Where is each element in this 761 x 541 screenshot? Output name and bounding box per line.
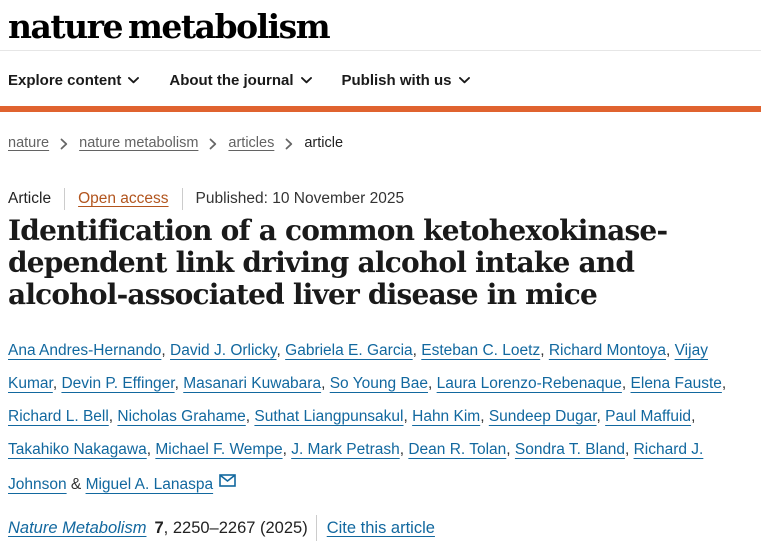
article-type-label: Article	[8, 190, 52, 207]
author-link[interactable]: Esteban C. Loetz	[421, 342, 541, 359]
author-link[interactable]: Sondra T. Bland	[514, 441, 625, 458]
main-nav	[0, 51, 761, 106]
author-link[interactable]: Paul Maffuid	[605, 408, 692, 425]
author-link[interactable]: Richard L. Bell	[8, 408, 109, 425]
citation-line	[8, 515, 753, 541]
breadcrumb	[8, 134, 753, 152]
breadcrumb-article: article	[304, 135, 344, 151]
accent-bar	[0, 106, 761, 112]
author-separator: ,	[282, 441, 292, 458]
volume-number: 7	[154, 518, 164, 537]
chevron-right-icon	[60, 138, 68, 150]
author-link[interactable]: Richard J. Johnson	[8, 441, 704, 493]
nav-explore-content[interactable]	[8, 72, 139, 89]
cite-this-article-link[interactable]: Cite this article	[326, 518, 435, 537]
breadcrumb-nature-metabolism[interactable]: nature metabolism	[79, 135, 199, 151]
author-link[interactable]: Sundeep Dugar	[488, 408, 597, 425]
author-conjunction: &	[66, 476, 86, 493]
published-date: Published: 10 November 2025	[195, 190, 405, 207]
author-separator: ,	[480, 408, 489, 425]
author-separator: ,	[52, 375, 62, 392]
nav-about-the-journal[interactable]	[169, 72, 311, 89]
author-link[interactable]: Vijay Kumar	[8, 342, 708, 392]
article-meta	[8, 188, 753, 210]
page-range: , 2250–2267 (2025)	[163, 518, 308, 537]
author-separator: ,	[621, 375, 631, 392]
author-separator: ,	[540, 342, 549, 359]
journal-logo[interactable]: nature metabolism	[8, 7, 330, 46]
author-link[interactable]: So Young Bae	[329, 375, 428, 392]
breadcrumb-nature[interactable]: nature	[8, 135, 50, 151]
nav-label: Explore content	[8, 72, 122, 89]
author-separator: ,	[428, 375, 437, 392]
article-header-section	[0, 134, 761, 541]
author-separator: ,	[276, 342, 286, 359]
author-separator: ,	[161, 342, 171, 359]
author-separator: ,	[321, 375, 330, 392]
nav-label: About the journal	[169, 72, 294, 89]
author-separator: ,	[399, 441, 409, 458]
author-link[interactable]: Michael F. Wempe	[155, 441, 283, 458]
open-access-link[interactable]: Open access	[78, 190, 169, 207]
nav-label: Publish with us	[341, 72, 452, 89]
author-separator: ,	[624, 441, 634, 458]
author-link[interactable]: Dean R. Tolan	[408, 441, 507, 458]
author-link[interactable]: Nicholas Grahame	[117, 408, 246, 425]
author-separator: ,	[245, 408, 255, 425]
meta-divider	[182, 188, 183, 210]
author-list	[8, 334, 753, 501]
chevron-down-icon	[128, 77, 139, 84]
article-title: Identification of a common ketohexokinase-dependent link driving alcohol intake and alcohol-associated liver disease in mice	[8, 214, 668, 311]
author-link[interactable]: Masanari Kuwabara	[183, 375, 322, 392]
author-link[interactable]: Ana Andres-Hernando	[8, 342, 162, 359]
site-header	[0, 0, 761, 112]
chevron-down-icon	[301, 77, 312, 84]
chevron-right-icon	[209, 138, 217, 150]
author-separator: ,	[108, 408, 118, 425]
author-link[interactable]: Takahiko Nakagawa	[8, 441, 147, 458]
author-separator: ,	[506, 441, 515, 458]
author-separator: ,	[666, 342, 675, 359]
author-separator: ,	[403, 408, 413, 425]
citation-divider	[316, 515, 317, 541]
nav-publish-with-us[interactable]	[342, 72, 470, 89]
author-link[interactable]: Devin P. Effinger	[61, 375, 175, 392]
author-link[interactable]: J. Mark Petrash	[291, 441, 400, 458]
chevron-down-icon	[459, 77, 470, 84]
chevron-right-icon	[285, 138, 293, 150]
journal-link[interactable]: Nature Metabolism	[8, 518, 147, 537]
meta-divider	[64, 188, 65, 210]
logo-row	[0, 0, 761, 50]
author-link[interactable]: Richard Montoya	[548, 342, 666, 359]
author-separator: ,	[691, 408, 696, 425]
author-separator: ,	[596, 408, 606, 425]
author-separator: ,	[146, 441, 156, 458]
breadcrumb-articles[interactable]: articles	[228, 135, 275, 151]
author-link[interactable]: Gabriela E. Garcia	[285, 342, 413, 359]
author-link[interactable]: Hahn Kim	[412, 408, 481, 425]
author-link[interactable]: Laura Lorenzo-Rebenaque	[436, 375, 622, 392]
author-separator: ,	[721, 375, 727, 392]
author-separator: ,	[174, 375, 184, 392]
author-link[interactable]: Miguel A. Lanaspa	[85, 476, 214, 493]
author-link[interactable]: Elena Fauste	[630, 375, 722, 392]
author-link[interactable]: David J. Orlicky	[170, 342, 277, 359]
author-link[interactable]: Suthat Liangpunsakul	[254, 408, 404, 425]
author-separator: ,	[412, 342, 422, 359]
envelope-icon[interactable]	[219, 474, 236, 491]
